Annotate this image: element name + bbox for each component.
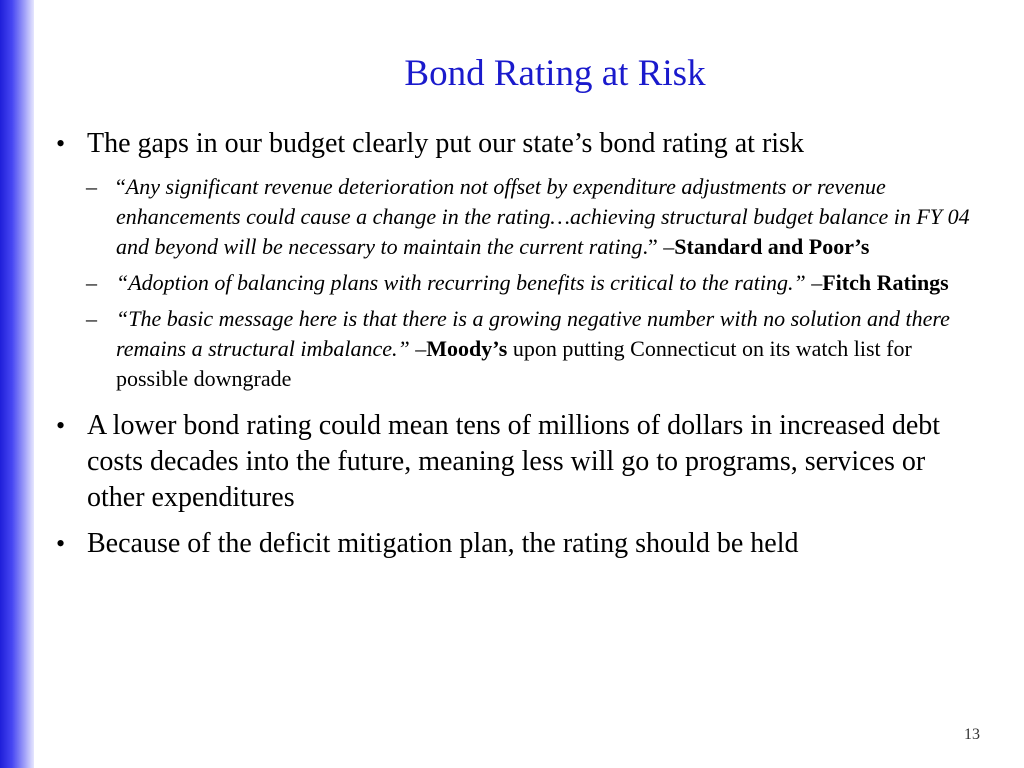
close-quote: –	[805, 270, 823, 295]
sub-bullet-moodys	[86, 304, 986, 394]
quote-text: “The basic message here is that there is a growing negative number with no solution and there remains a structural imbalance.”	[116, 306, 950, 361]
dash-marker: –	[86, 270, 97, 295]
bullet-text: Because of the deficit mitigation plan, the rating should be held	[87, 528, 799, 559]
quote-text: “Adoption of balancing plans with recurring benefits is critical to the rating.”	[116, 270, 806, 295]
slide-title: Bond Rating at Risk	[404, 53, 706, 94]
quote-source: Moody’s	[426, 336, 508, 361]
page-number: 13	[964, 726, 980, 743]
bullet-list	[56, 126, 986, 572]
quote-text: Any significant revenue deterioration not offset by expenditure adjustments or revenue enhancements could cause a change in the rating…achieving structural budget balance in FY 04 and beyond will be necessary to maintain the current rating	[116, 174, 970, 259]
bullet-item-bond-rating-risk	[56, 126, 986, 162]
bullet-marker: •	[56, 411, 66, 440]
sub-bullet-list	[56, 172, 986, 394]
bullet-marker: •	[56, 129, 66, 158]
close-quote: –	[409, 336, 427, 361]
bullet-text: The gaps in our budget clearly put our state’s bond rating at risk	[87, 128, 804, 159]
quote-source: Standard and Poor’s	[674, 234, 870, 259]
bullet-item-debt-costs	[56, 408, 986, 516]
quote-source: Fitch Ratings	[822, 270, 949, 295]
side-gradient-bar	[0, 0, 34, 768]
dash-marker: –	[86, 306, 97, 331]
sub-bullet-standard-and-poors	[86, 172, 986, 262]
close-quote: .” –	[642, 234, 675, 259]
bullet-text: A lower bond rating could mean tens of millions of dollars in increased debt costs decades into the future, meaning less will go to programs, services or other expenditures	[87, 410, 941, 513]
bullet-marker: •	[56, 529, 66, 558]
bullet-item-mitigation-plan	[56, 526, 986, 562]
dash-marker: –	[86, 174, 97, 199]
sub-bullet-fitch	[86, 268, 986, 298]
quote-tail: upon putting Connecticut on its watch list for possible downgrade	[116, 336, 912, 391]
open-quote: “	[116, 174, 126, 199]
